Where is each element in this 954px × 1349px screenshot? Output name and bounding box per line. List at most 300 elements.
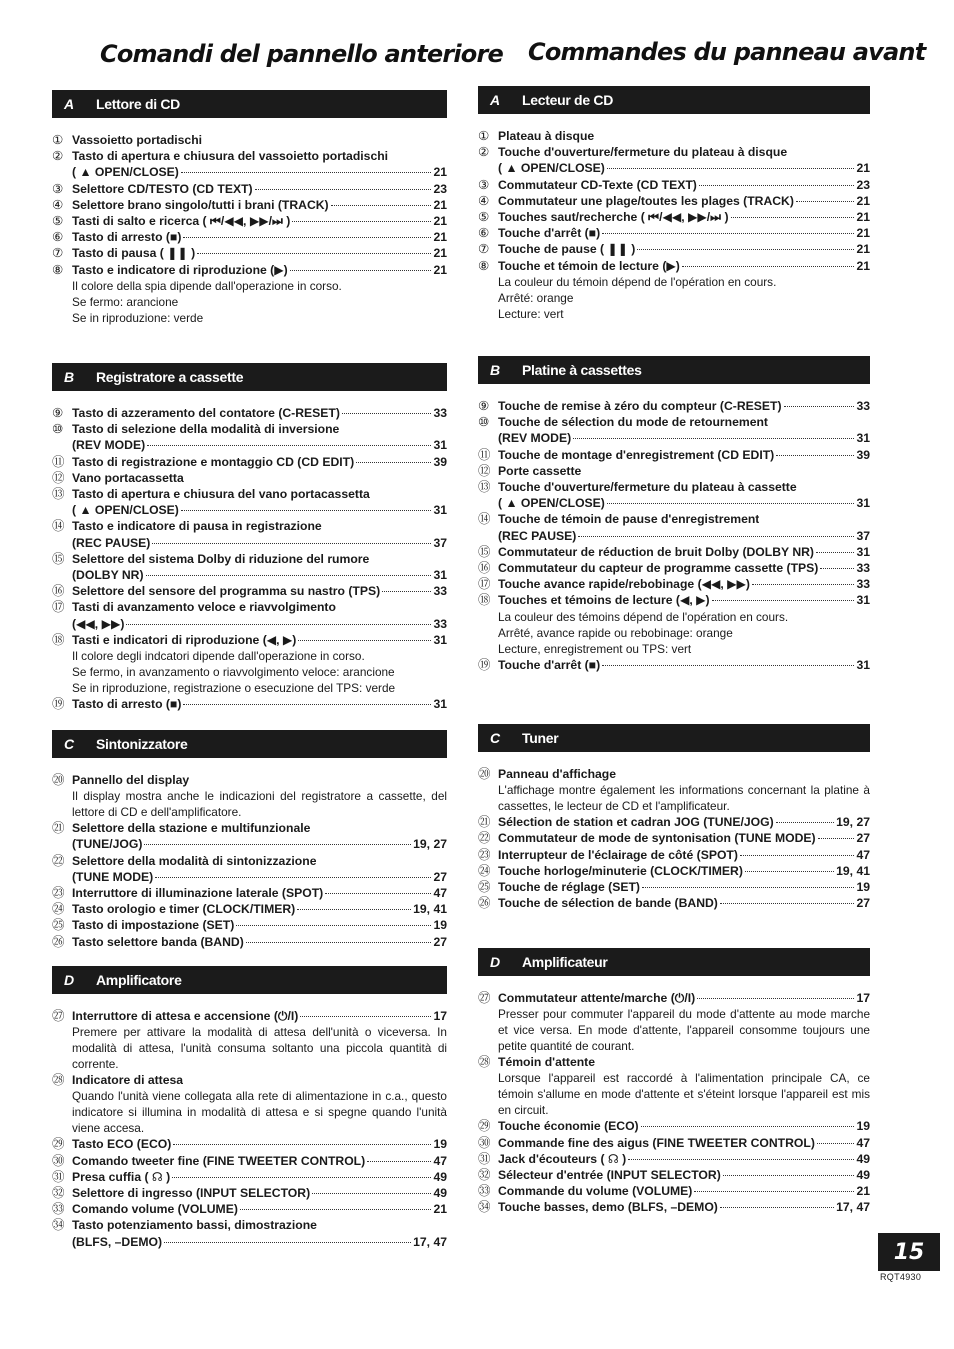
list-item: [478, 830, 870, 846]
item-body: [72, 1008, 447, 1072]
dot-leader: [246, 941, 432, 943]
item-label: Tasto di azzeramento del contatore (C-RESET): [72, 406, 340, 420]
section-header: [478, 948, 870, 976]
page-reference: 21: [856, 193, 870, 208]
item-label: Commutateur de mode de syntonisation (TUNE MODE): [498, 831, 816, 846]
item-number: ⑭: [478, 512, 491, 527]
item-number: ㉙: [478, 1119, 491, 1134]
page-reference: 31: [433, 697, 447, 712]
item-number: ⑱: [478, 593, 491, 608]
list-item: [52, 1217, 447, 1249]
page-reference: 23: [433, 181, 447, 196]
list-item: [52, 470, 447, 486]
item-label: Selettore del sensore del programma su nastro (TPS): [72, 584, 381, 599]
item-list: [52, 405, 447, 712]
list-item: [478, 511, 870, 543]
item-body: [498, 863, 870, 879]
dot-leader: [312, 1192, 431, 1194]
item-body: [72, 262, 447, 326]
dot-leader: [642, 886, 854, 888]
section-d-french: [478, 948, 870, 1216]
item-body: [72, 599, 447, 631]
item-line: [72, 405, 447, 421]
item-number: ⑩: [52, 422, 64, 437]
list-item: [478, 879, 870, 895]
item-body: [72, 934, 447, 950]
item-number: ㉝: [52, 1202, 65, 1217]
item-body: [498, 144, 870, 176]
list-item: [478, 1183, 870, 1199]
item-label: Sélecteur d'entrée (INPUT SELECTOR): [498, 1168, 721, 1183]
item-number: ⑦: [52, 246, 64, 261]
item-label: Presa cuffia ( ☊ ): [72, 1169, 171, 1184]
item-line: [498, 414, 870, 430]
item-number: ⑱: [52, 632, 65, 647]
item-label: Commutateur de réduction de bruit Dolby (DOLBY NR): [498, 544, 814, 559]
item-label: Touche basses, demo (BLFS, –DEMO): [498, 1200, 718, 1215]
dot-leader: [146, 574, 432, 576]
item-line: [72, 148, 447, 164]
item-number: ㉔: [52, 902, 65, 917]
dot-leader: [300, 1015, 431, 1017]
section-letter: A: [490, 92, 501, 108]
page-reference: 19, 27: [413, 837, 447, 852]
page-reference: 47: [856, 847, 870, 862]
item-body: [498, 479, 870, 511]
item-number: ⑥: [478, 226, 490, 241]
item-list: [52, 1008, 447, 1250]
list-item: [52, 197, 447, 213]
item-body: [498, 177, 870, 193]
section-header: [478, 86, 870, 114]
item-line: [498, 814, 870, 830]
item-number: ㉛: [478, 1151, 491, 1166]
item-body: [72, 853, 447, 885]
item-note: Lorsque l'appareil est raccordé à l'alimentation principale CA, ce témoin s'allume en mode d'attente et s'éteint lorsque l'appareil est mis en circuit.: [498, 1071, 870, 1118]
item-number: ⑤: [52, 214, 64, 229]
page-reference: 21: [433, 214, 447, 229]
section-d-italian: [52, 966, 447, 1250]
item-line: [498, 209, 870, 225]
item-label: (TUNE/JOG): [72, 837, 143, 852]
item-line: [72, 853, 447, 869]
item-label: Touche d'arrêt (■): [498, 226, 601, 241]
item-number: ㉒: [52, 853, 65, 868]
list-item: [478, 990, 870, 1054]
list-item: [52, 772, 447, 820]
list-item: [478, 193, 870, 209]
item-number: ㉓: [478, 847, 491, 862]
item-line: [498, 479, 870, 495]
item-line: [498, 528, 870, 544]
item-label: Tasto ECO (ECO): [72, 1137, 172, 1152]
page-reference: 49: [433, 1169, 447, 1184]
section-title: Platine à cassettes: [522, 362, 642, 378]
item-line: [498, 1054, 870, 1070]
item-label: Selettore del sistema Dolby di riduzione del rumore: [72, 551, 370, 566]
dot-leader: [298, 639, 431, 641]
item-label: Selettore brano singolo/tutti i brani (TRACK): [72, 197, 329, 212]
item-body: [498, 1167, 870, 1183]
item-line: [498, 1135, 870, 1151]
item-number: ㉔: [478, 863, 491, 878]
dot-leader: [342, 412, 432, 414]
item-number: ㉗: [52, 1009, 65, 1023]
dot-leader: [697, 997, 854, 999]
item-line: [72, 262, 447, 278]
item-line: [72, 197, 447, 213]
item-line: [72, 470, 447, 486]
item-body: [72, 421, 447, 453]
list-item: [478, 1054, 870, 1118]
item-label: Commande fine des aigus (FINE TWEETER CONTROL): [498, 1135, 815, 1150]
item-line: [72, 901, 447, 917]
item-number: ㉙: [52, 1137, 65, 1152]
dot-leader: [720, 902, 855, 904]
dot-leader: [602, 232, 854, 234]
dot-leader: [382, 590, 431, 592]
list-item: [52, 696, 447, 712]
item-number: ㉑: [52, 821, 65, 836]
item-label: Interruttore di illuminazione laterale (SPOT): [72, 886, 324, 901]
dot-leader: [173, 1143, 431, 1145]
item-list: [52, 132, 447, 326]
list-item: [52, 454, 447, 470]
item-number: ⑤: [478, 210, 490, 225]
item-line: [72, 1136, 447, 1152]
section-letter: C: [490, 730, 501, 746]
page-reference: 37: [856, 528, 870, 543]
page-reference: 19: [856, 880, 870, 895]
list-item: [478, 128, 870, 144]
item-line: [498, 544, 870, 560]
dot-leader: [784, 405, 855, 407]
item-line: [72, 454, 447, 470]
dot-leader: [240, 1208, 432, 1210]
list-item: [478, 144, 870, 176]
item-label: Tasto di arresto (■): [72, 230, 182, 245]
item-line: [498, 576, 870, 592]
item-label: ( ▲ OPEN/CLOSE): [498, 496, 605, 511]
item-number: ④: [478, 193, 490, 208]
item-label: Touche et témoin de lecture (▶): [498, 258, 680, 273]
section-title: Lecteur de CD: [522, 92, 614, 108]
section-title: Registratore a cassette: [96, 369, 244, 385]
list-item: [52, 1072, 447, 1136]
item-body: [498, 576, 870, 592]
page-reference: 17, 47: [836, 1200, 870, 1215]
section-header: [52, 90, 447, 118]
list-item: [478, 766, 870, 814]
list-item: [52, 213, 447, 229]
dot-leader: [325, 892, 431, 894]
list-item: [52, 1008, 447, 1072]
item-label: Témoin d'attente: [498, 1055, 596, 1070]
item-body: [72, 486, 447, 518]
page-reference: 19: [856, 1119, 870, 1134]
list-item: [478, 177, 870, 193]
page-reference: 19, 41: [413, 902, 447, 917]
item-number: ⑬: [52, 487, 65, 502]
item-line: [72, 934, 447, 950]
item-line: [72, 1185, 447, 1201]
item-line: [72, 1201, 447, 1217]
item-body: [498, 830, 870, 846]
item-note: Il display mostra anche le indicazioni del registratore a cassette, del lettore di CD e dell'amplificatore.: [72, 789, 447, 820]
item-line: [72, 164, 447, 180]
item-line: [72, 917, 447, 933]
list-item: [478, 895, 870, 911]
item-body: [72, 917, 447, 933]
list-item: [478, 814, 870, 830]
item-label: Comando volume (VOLUME): [72, 1202, 238, 1217]
item-label: Touche de montage d'enregistrement (CD EDIT): [498, 447, 775, 462]
item-number: ⑫: [478, 463, 491, 478]
item-body: [498, 1199, 870, 1215]
item-body: [498, 225, 870, 241]
page-reference: 21: [433, 262, 447, 277]
section-header: [478, 724, 870, 752]
item-number: ①: [52, 133, 64, 147]
page-reference: 31: [856, 544, 870, 559]
item-note: Il colore della spia dipende dall'operazione in corso.: [72, 278, 342, 293]
item-body: [498, 398, 870, 414]
item-body: [72, 632, 447, 696]
item-line: [72, 486, 447, 502]
section-title: Tuner: [522, 730, 559, 746]
item-line: [498, 511, 870, 527]
item-number: ㉖: [478, 896, 491, 911]
list-item: [52, 518, 447, 550]
dot-leader: [236, 924, 431, 926]
list-item: [52, 405, 447, 421]
section-letter: A: [64, 96, 75, 112]
item-note: Presser pour commuter l'appareil du mode d'attente au mode marche et vice versa. En mode d'attente, l'appareil consomme toujours une petite quantité de courant.: [498, 1007, 870, 1054]
item-line: [72, 632, 447, 648]
section-b-french: [478, 356, 870, 673]
item-number: ⑦: [478, 242, 490, 257]
list-item: [52, 1153, 447, 1169]
list-item: [52, 245, 447, 261]
dot-leader: [699, 184, 855, 186]
list-item: [52, 583, 447, 599]
item-body: [72, 181, 447, 197]
item-line: [498, 447, 870, 463]
item-line: [498, 863, 870, 879]
item-line: [72, 836, 447, 852]
item-body: [498, 879, 870, 895]
section-a-french: [478, 86, 870, 322]
item-number: ⑬: [478, 480, 491, 495]
item-body: [498, 814, 870, 830]
page-reference: 21: [433, 1202, 447, 1217]
section-title: Amplificateur: [522, 954, 608, 970]
page-reference: 49: [433, 1186, 447, 1201]
item-label: Tasto di selezione della modalità di inversione: [72, 422, 340, 437]
section-letter: B: [490, 362, 501, 378]
item-label: Tasto di apertura e chiusura del vassoietto portadischi: [72, 149, 389, 164]
item-label: Commutateur une plage/toutes les plages (TRACK): [498, 193, 794, 208]
item-body: [72, 551, 447, 583]
dot-leader: [144, 843, 411, 845]
item-line: [72, 502, 447, 518]
page-title-french: Commandes du panneau avant: [528, 38, 926, 66]
list-item: [52, 421, 447, 453]
item-label: Tasto di pausa ( ❚❚ ): [72, 246, 196, 261]
item-line: [72, 132, 447, 148]
dot-leader: [602, 664, 854, 666]
item-label: Selettore di ingresso (INPUT SELECTOR): [72, 1186, 311, 1201]
item-line: [72, 696, 447, 712]
list-item: [478, 209, 870, 225]
page-reference: 31: [433, 632, 447, 647]
item-line: [72, 1217, 447, 1233]
item-label: Touche de témoin de pause d'enregistrement: [498, 512, 760, 527]
item-label: Panneau d'affichage: [498, 767, 617, 781]
list-item: [52, 262, 447, 326]
dot-leader: [292, 220, 431, 222]
item-line: [72, 885, 447, 901]
item-line: [72, 820, 447, 836]
item-body: [498, 209, 870, 225]
page-reference: 21: [433, 246, 447, 261]
item-line: [498, 830, 870, 846]
item-line: [498, 1167, 870, 1183]
section-header: [478, 356, 870, 384]
item-label: Touche avance rapide/rebobinage (◀◀, ▶▶): [498, 577, 750, 592]
dot-leader: [776, 821, 834, 823]
item-body: [72, 901, 447, 917]
item-label: Jack d'écouteurs ( ☊ ): [498, 1151, 627, 1166]
section-title: Amplificatore: [96, 972, 182, 988]
list-item: [478, 560, 870, 576]
item-label: Pannello del display: [72, 773, 190, 787]
list-item: [478, 479, 870, 511]
item-label: Touche de sélection de bande (BAND): [498, 896, 718, 911]
item-line: [72, 599, 447, 615]
dot-leader: [720, 1206, 834, 1208]
item-line: [498, 592, 870, 608]
item-number: ㉘: [478, 1055, 491, 1070]
item-line: [72, 1072, 447, 1088]
dot-leader: [731, 216, 855, 218]
item-label: Tasti e indicatori di riproduzione (◀, ▶): [72, 632, 297, 647]
item-label: Tasto di arresto (■): [72, 697, 182, 712]
item-label: (REC PAUSE): [498, 528, 577, 543]
item-label: Tasto di apertura e chiusura del vano portacassetta: [72, 487, 370, 502]
dot-leader: [331, 204, 432, 206]
item-list: [478, 990, 870, 1216]
item-body: [72, 772, 447, 820]
item-line: [72, 551, 447, 567]
item-label: (◀◀, ▶▶): [72, 616, 125, 631]
item-label: Porte cassette: [498, 463, 582, 478]
item-number: ⑳: [478, 767, 491, 781]
section-c-french: [478, 724, 870, 911]
item-body: [498, 1151, 870, 1167]
item-body: [498, 1135, 870, 1151]
item-line: [498, 1151, 870, 1167]
item-number: ⑧: [52, 262, 64, 277]
dot-leader: [628, 1158, 854, 1160]
item-line: [72, 181, 447, 197]
item-label: Comando tweeter fine (FINE TWEETER CONTROL): [72, 1153, 366, 1168]
item-line: [498, 144, 870, 160]
list-item: [52, 885, 447, 901]
dot-leader: [740, 854, 855, 856]
page-reference: 21: [433, 197, 447, 212]
item-line: [498, 895, 870, 911]
list-item: [478, 258, 870, 322]
item-body: [498, 1118, 870, 1134]
item-number: ⑨: [52, 406, 64, 420]
item-label: Tasto di registrazione e montaggio CD (CD EDIT): [72, 454, 355, 469]
item-number: ⑲: [478, 657, 491, 672]
section-letter: D: [64, 972, 75, 988]
item-body: [72, 470, 447, 486]
item-line: [498, 495, 870, 511]
item-number: ㉕: [52, 918, 65, 933]
item-list: [478, 398, 870, 673]
item-note: Lecture, enregistrement ou TPS: vert: [498, 641, 692, 656]
item-note: L'affichage montre également les informations concernant la platine à cassettes, le lecteur de CD et l'amplificateur.: [498, 783, 870, 814]
item-number: ③: [478, 177, 490, 192]
dot-leader: [723, 1174, 855, 1176]
section-title: Sintonizzatore: [96, 736, 188, 752]
item-label: Tasto e indicatore di riproduzione (▶): [72, 262, 288, 277]
page-reference: 19, 41: [836, 863, 870, 878]
item-label: Selettore della stazione e multifunzionale: [72, 821, 311, 836]
page-reference: 17: [433, 1009, 447, 1023]
item-line: [498, 398, 870, 414]
page-reference: 17: [856, 991, 870, 1005]
item-body: [72, 1072, 447, 1136]
item-label: Touche d'ouverture/fermeture du plateau à cassette: [498, 480, 797, 495]
item-number: ㉚: [478, 1135, 491, 1150]
item-number: ⑯: [52, 584, 65, 599]
dot-leader: [197, 252, 431, 254]
list-item: [478, 463, 870, 479]
item-label: (REV MODE): [498, 431, 572, 446]
item-number: ②: [52, 149, 64, 164]
list-item: [52, 853, 447, 885]
item-line: [498, 225, 870, 241]
item-body: [72, 1201, 447, 1217]
section-b-italian: [52, 363, 447, 712]
item-label: Touche de réglage (SET): [498, 880, 640, 895]
item-label: Touches et témoins de lecture (◀, ▶): [498, 593, 710, 608]
item-body: [72, 245, 447, 261]
list-item: [52, 132, 447, 148]
item-body: [498, 544, 870, 560]
item-line: [498, 430, 870, 446]
item-line: [72, 213, 447, 229]
item-label: Tasto e indicatore di pausa in registrazione: [72, 519, 322, 534]
dot-leader: [578, 535, 854, 537]
item-body: [72, 1136, 447, 1152]
item-number: ⑭: [52, 519, 65, 534]
item-line: [72, 229, 447, 245]
dot-leader: [181, 171, 432, 173]
list-item: [478, 544, 870, 560]
page-reference: 49: [856, 1168, 870, 1183]
item-label: Tasto orologio e timer (CLOCK/TIMER): [72, 902, 296, 917]
item-note: Lecture: vert: [498, 306, 564, 321]
dot-leader: [297, 908, 411, 910]
item-line: [498, 847, 870, 863]
page-reference: 33: [433, 406, 447, 420]
item-body: [72, 1153, 447, 1169]
